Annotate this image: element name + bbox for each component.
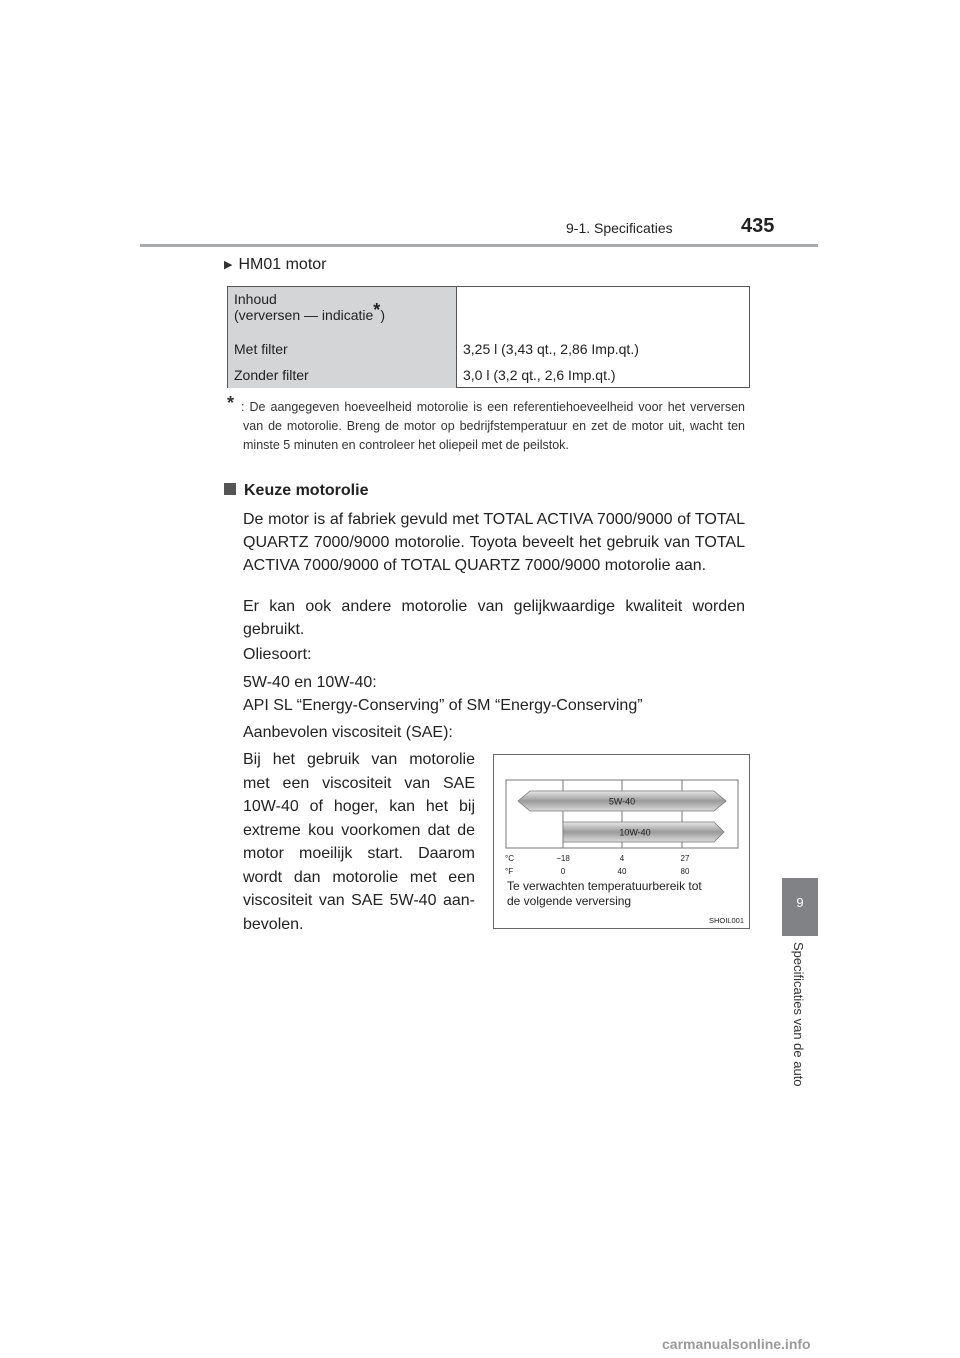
tick-fahrenheit: 40: [617, 867, 627, 876]
footnote-mark: *: [227, 393, 235, 413]
row-value: 3,0 l (3,2 qt., 2,6 Imp.qt.): [456, 363, 749, 388]
table-header-line1: Inhoud: [234, 291, 277, 307]
section-heading-text: Keuze motorolie: [244, 482, 369, 499]
figure-code: SHOIL001: [708, 916, 744, 925]
header-dash: —: [304, 307, 319, 323]
viscosity-note-line: motor moeilijk start. Daarom: [243, 845, 475, 862]
oil-type-label: Oliesoort:: [243, 646, 312, 663]
viscosity-note-line: extreme kou voorkomen dat de: [243, 821, 475, 839]
page-number: 435: [741, 215, 775, 237]
row-label: Met filter: [228, 335, 456, 363]
watermark: carmanualsonline.info: [662, 1336, 811, 1352]
viscosity-label: Aanbevolen viscositeit (SAE):: [243, 724, 453, 741]
figure-caption-line: de volgende verversing: [507, 894, 632, 908]
viscosity-note-line: met een viscositeit van SAE: [243, 774, 475, 792]
engine-heading-text: HM01 motor: [238, 256, 327, 273]
header-suffix: indicatie: [318, 307, 374, 323]
viscosity-note-line: viscositeit van SAE 5W-40 aan-: [243, 892, 475, 909]
unit-fahrenheit: °F: [505, 867, 514, 876]
paragraph-equivalent-oil: Er kan ook andere motorolie van gelijkwaardige kwaliteit worden gebruikt.: [243, 598, 745, 638]
tick-celsius: 27: [680, 854, 690, 863]
chapter-label: Specificaties van de auto: [791, 942, 806, 1087]
footnote: [227, 393, 745, 455]
tick-fahrenheit: 0: [560, 867, 566, 876]
footnote-text: : De aangegeven hoeveelheid motorolie is een referentiehoeveelheid voor het verversen van de motorolie. Breng de motor op bedrijfstemperatuur en zet de motor uit, wacht ten minste 5 minuten en controleer het oliepeil met de peilstok.: [241, 400, 745, 452]
header-rule: [140, 244, 818, 247]
header-prefix: (verversen: [234, 307, 305, 323]
triangle-bullet-icon: ▶: [224, 259, 233, 271]
row-label: Zonder filter: [228, 363, 456, 388]
table-row: [228, 363, 749, 388]
tick-fahrenheit: 80: [680, 867, 690, 876]
section-heading: [224, 482, 368, 500]
tick-celsius: 4: [619, 854, 625, 863]
header-close: ): [380, 307, 385, 323]
unit-celsius: °C: [505, 854, 514, 863]
square-bullet-icon: [224, 483, 236, 495]
oil-type-line: 5W-40 en 10W-40:: [243, 674, 377, 691]
chapter-tab: [782, 878, 818, 936]
viscosity-note: [243, 748, 475, 936]
oil-capacity-table: [227, 286, 750, 388]
oil-type-line: API SL “Energy-Conserving” of SM “Energy-Conserving”: [243, 697, 643, 714]
table-header-line2: [234, 300, 456, 323]
viscosity-note-line: bevolen.: [243, 915, 304, 933]
oil-type-value: [243, 671, 745, 717]
tick-celsius: −18: [556, 854, 570, 863]
chapter-number: 9: [796, 895, 804, 910]
chapter-label-container: [781, 942, 817, 1112]
table-row: [228, 335, 749, 364]
row-value: 3,25 l (3,43 qt., 2,86 Imp.qt.): [456, 335, 749, 363]
engine-heading: [224, 256, 327, 274]
arrow-label-10w40: 10W-40: [619, 827, 651, 838]
figure-caption-line: Te verwachten temperatuurbereik tot: [507, 879, 702, 893]
viscosity-figure: [493, 754, 750, 929]
arrow-label-5w40: 5W-40: [608, 796, 636, 807]
footnote-star: *: [373, 300, 381, 320]
viscosity-note-line: 10W-40 of hoger, kan het bij: [243, 798, 475, 815]
figure-caption: [507, 879, 747, 909]
table-header-row: [228, 287, 749, 336]
table-header-cell: [228, 287, 456, 335]
section-title: 9-1. Specificaties: [566, 220, 673, 236]
table-header-value-cell: [456, 287, 749, 335]
paragraph-factory-fill: De motor is af fabriek gevuld met TOTAL ACTIVA 7000/9000 of TOTAL QUARTZ 7000/9000 motorolie. Toyota beveelt het gebruik van TOTAL ACTIVA 7000/9000 of TOTAL QUARTZ 7000/9000 motorolie aan.: [243, 511, 745, 574]
viscosity-note-line: Bij het gebruik van motorolie: [243, 751, 475, 768]
viscosity-note-line: wordt dan motorolie met een: [243, 868, 475, 886]
